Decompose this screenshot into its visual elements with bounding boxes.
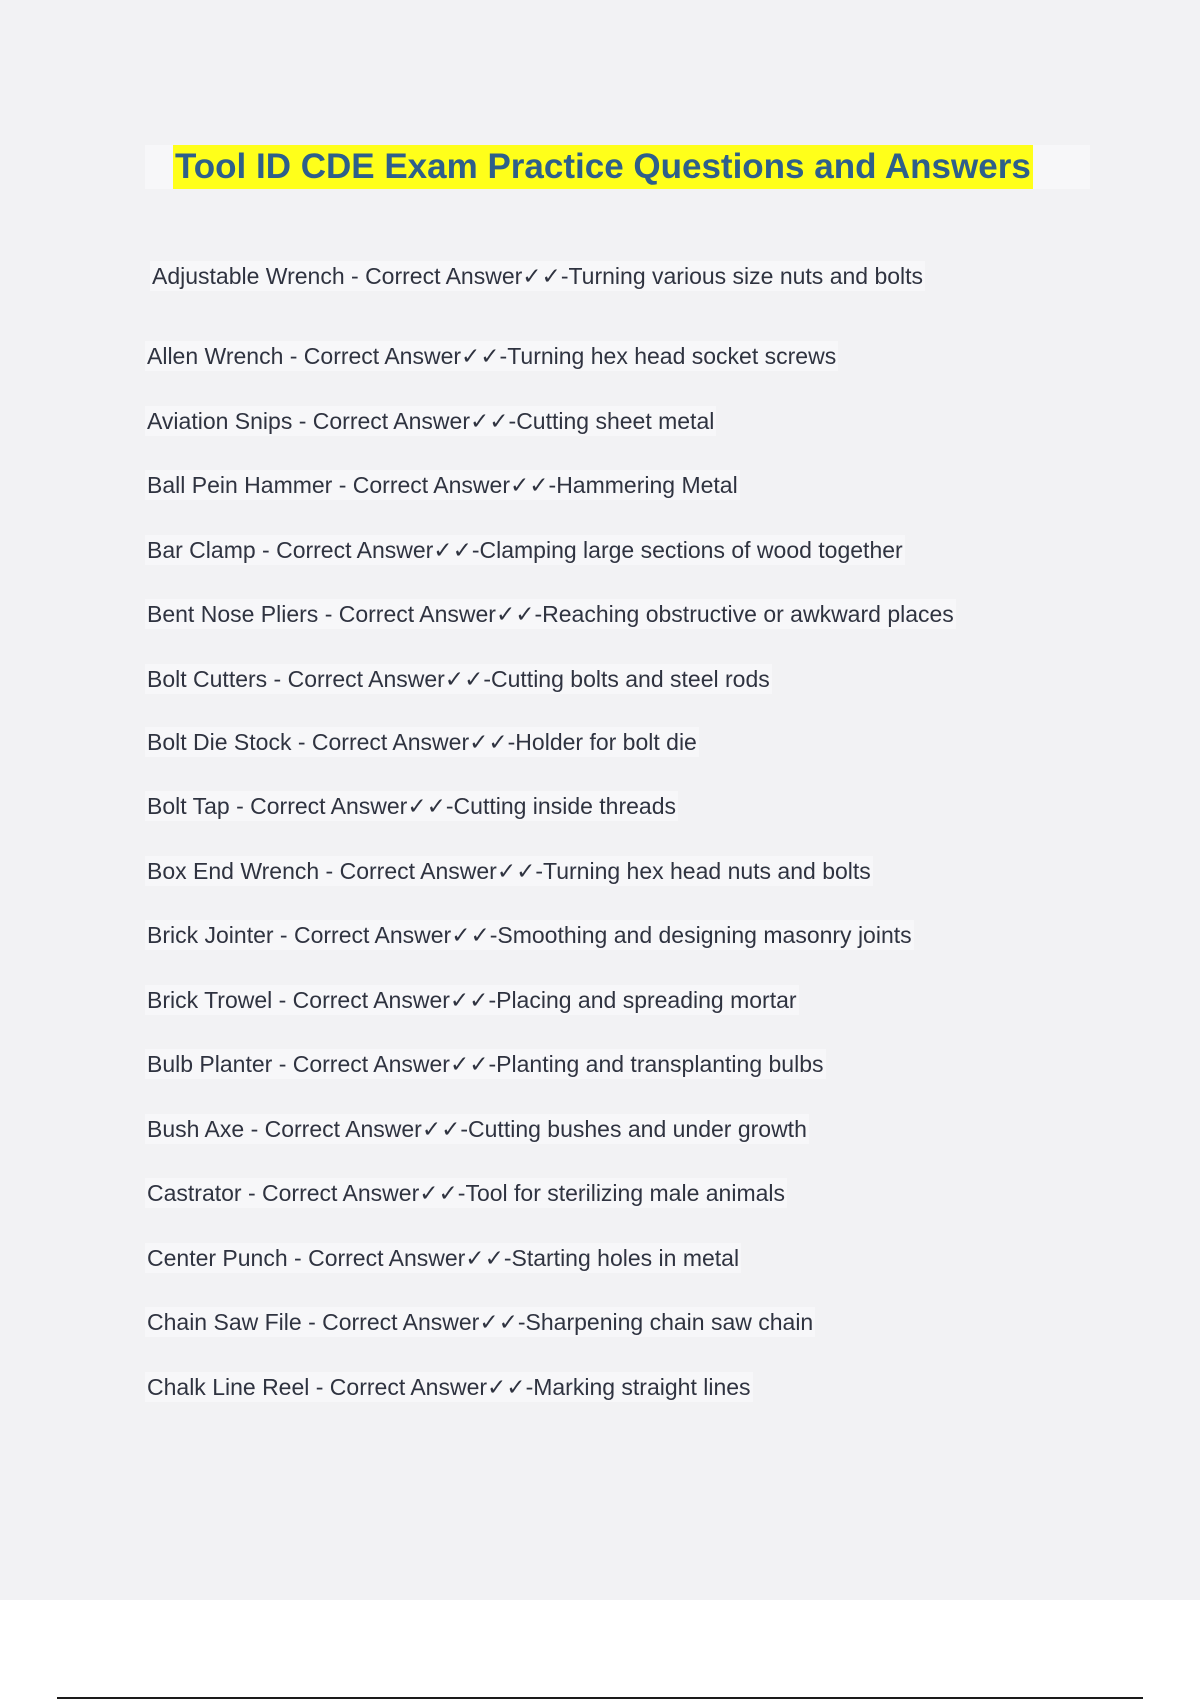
document-title: Tool ID CDE Exam Practice Questions and Answers — [173, 145, 1033, 189]
list-item: Bush Axe - Correct Answer✓✓-Cutting bushes and under growth — [147, 1116, 807, 1142]
list-item: Chalk Line Reel - Correct Answer✓✓-Marking straight lines — [147, 1374, 751, 1400]
list-item: Brick Trowel - Correct Answer✓✓-Placing and spreading mortar — [147, 987, 797, 1013]
list-item: Bulb Planter - Correct Answer✓✓-Planting and transplanting bulbs — [147, 1051, 824, 1077]
list-item: Aviation Snips - Correct Answer✓✓-Cutting sheet metal — [147, 408, 715, 434]
list-item: Bar Clamp - Correct Answer✓✓-Clamping large sections of wood together — [147, 537, 903, 563]
list-item: Ball Pein Hammer - Correct Answer✓✓-Hammering Metal — [147, 472, 738, 498]
footer-divider — [57, 1697, 1143, 1699]
list-item: Center Punch - Correct Answer✓✓-Starting holes in metal — [147, 1245, 740, 1271]
list-item: Bolt Die Stock - Correct Answer✓✓-Holder for bolt die — [147, 729, 697, 755]
list-item: Bent Nose Pliers - Correct Answer✓✓-Reaching obstructive or awkward places — [147, 601, 954, 627]
list-item: Adjustable Wrench - Correct Answer✓✓-Turning various size nuts and bolts — [152, 263, 924, 289]
list-item: Bolt Tap - Correct Answer✓✓-Cutting inside threads — [147, 793, 677, 819]
list-item: Chain Saw File - Correct Answer✓✓-Sharpening chain saw chain — [147, 1309, 814, 1335]
list-item: Box End Wrench - Correct Answer✓✓-Turning hex head nuts and bolts — [147, 858, 871, 884]
list-item: Castrator - Correct Answer✓✓-Tool for sterilizing male animals — [147, 1180, 786, 1206]
list-item: Bolt Cutters - Correct Answer✓✓-Cutting bolts and steel rods — [147, 666, 770, 692]
list-item: Brick Jointer - Correct Answer✓✓-Smoothing and designing masonry joints — [147, 922, 912, 948]
list-item: Allen Wrench - Correct Answer✓✓-Turning hex head socket screws — [147, 343, 837, 369]
